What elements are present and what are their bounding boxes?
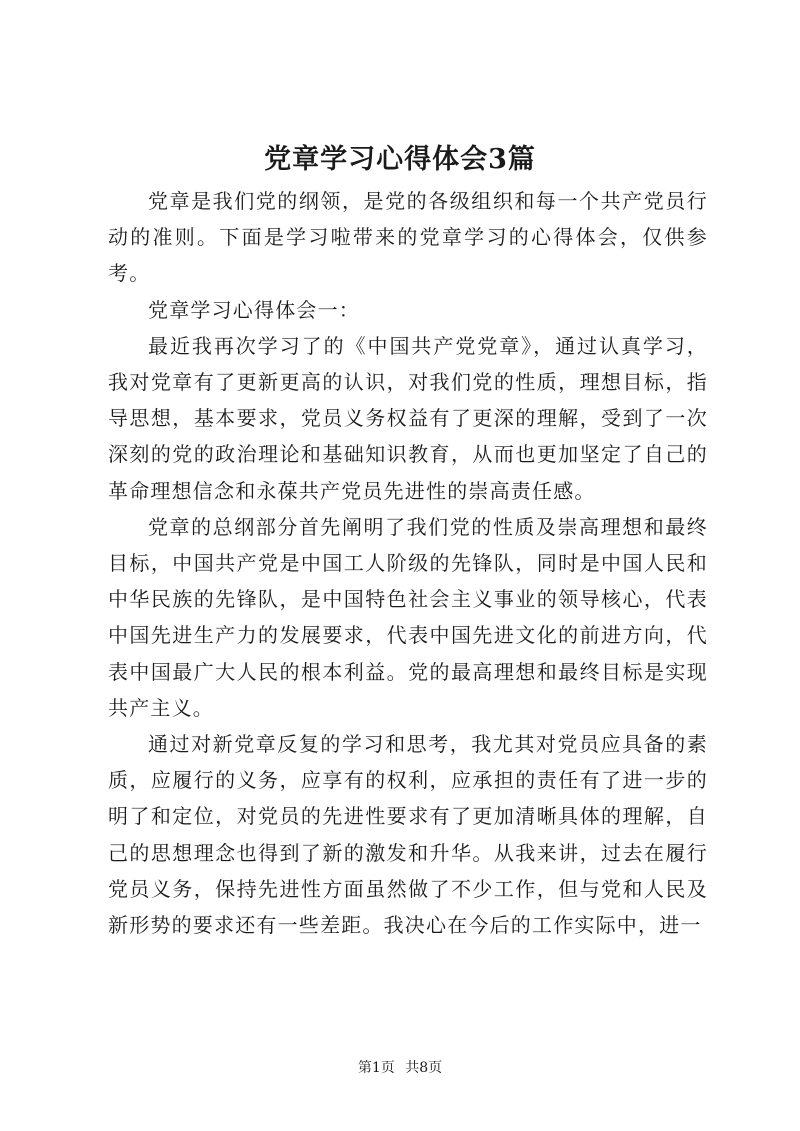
paragraph-1: 最近我再次学习了的《中国共产党党章》，通过认真学习，我对党章有了更新更高的认识，对我们党的性质，理想目标，指导思想，基本要求，党员义务权益有了更深的理解，受到了一次深刻的党的政治理论和基础知识教育，从而也更加坚定了自己的革命理想信念和永葆共产党员先进性的崇高责任感。 — [108, 333, 708, 503]
section-heading: 党章学习心得体会一： — [148, 297, 360, 322]
paragraph-intro: 党章是我们党的纲领，是党的各级组织和每一个共产党员行动的准则。下面是学习啦带来的党章学习的心得体会，仅供参考。 — [108, 189, 708, 286]
document-body — [108, 183, 708, 943]
paragraph-2: 党章的总纲部分首先阐明了我们党的性质及崇高理想和最终目标，中国共产党是中国工人阶级的先锋队，同时是中国人民和中华民族的先锋队，是中国特色社会主义事业的领导核心，代表中国先进生产力的发展要求，代表中国先进文化的前进方向，代表中国最广大人民的根本利益。党的最高理想和最终目标是实现共产主义。 — [108, 514, 708, 720]
page-footer — [0, 1058, 800, 1078]
page-number: 第1页 — [357, 1060, 395, 1076]
paragraph-3: 通过对新党章反复的学习和思考，我尤其对党员应具备的素质，应履行的义务，应享有的权利，应承担的责任有了进一步的明了和定位，对党员的先进性要求有了更加清晰具体的理解，自己的思想理念也得到了新的激发和升华。从我来讲，过去在履行党员义务，保持先进性方面虽然做了不少工作，但与党和人民及新形势的要求还有一些差距。我决心在今后的工作实际中，进一 — [108, 732, 708, 938]
page-total: 共8页 — [405, 1060, 443, 1076]
document-title: 党章学习心得体会3篇 — [264, 144, 536, 175]
